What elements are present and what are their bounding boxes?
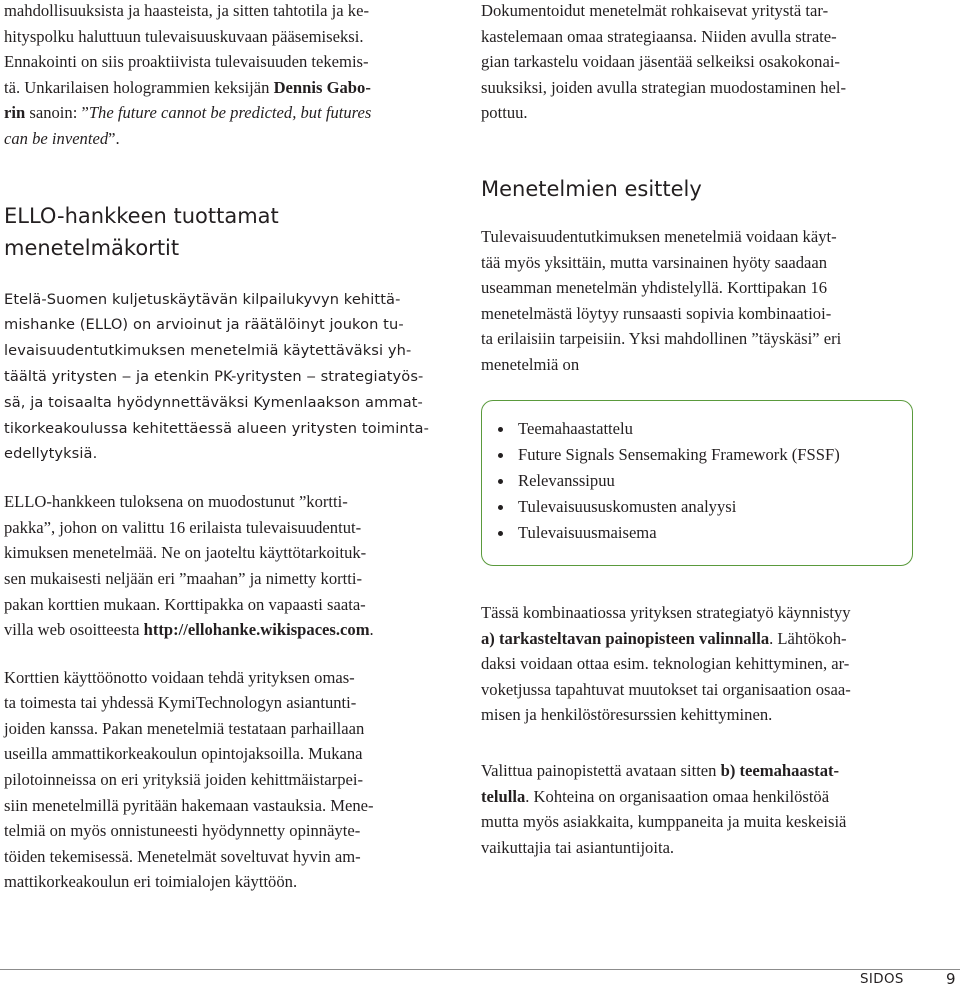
intro-paragraph	[4, 0, 440, 152]
quote: The future cannot be predicted, but futures	[88, 103, 372, 123]
list-item	[496, 494, 840, 520]
deck-url-link[interactable]: http://ellohanke.wikispaces.com	[143, 620, 370, 640]
text-line: ELLO-hankkeen tuloksena on muodostunut ”kortti-	[4, 492, 348, 512]
text-line: mishanke (ELLO) on arvioinut ja räätälöinyt joukon tu-	[4, 316, 404, 334]
page-number: 9	[946, 970, 956, 988]
text-line: villa web osoitteesta	[4, 620, 144, 640]
text-line: menetelmästä löytyy runsaasti sopivia kombinaatioi-	[481, 303, 832, 323]
text-line: siin menetelmillä pyritään hakemaan vastauksia. Mene-	[4, 795, 374, 815]
emphasis: b) teemahaastat-	[720, 761, 840, 780]
text-line: kimuksen menetelmää. Ne on jaoteltu käyttötarkoituk-	[4, 543, 367, 563]
text-line: Tulevaisuudentutkimuksen menetelmiä voidaan käyt-	[481, 226, 837, 246]
bullet-icon	[498, 505, 503, 510]
list-item-label: Teemahaastattelu	[518, 419, 633, 438]
list-item-label: Future Signals Sensemaking Framework (FSSF)	[518, 445, 840, 464]
text-line: suuksiksi, joiden avulla strategian muodostaminen hel-	[481, 77, 846, 97]
text-line: menetelmiä on	[481, 354, 580, 374]
bullet-icon	[498, 479, 503, 484]
text-line: useamman menetelmän yhdistelyllä. Korttipakan 16	[481, 278, 828, 298]
emphasis: a) tarkasteltavan painopisteen valinnalla	[481, 628, 770, 648]
text-line: daksi voidaan ottaa esim. teknologian kehittyminen, ar-	[481, 654, 850, 674]
heading-line: menetelmäkortit	[4, 235, 180, 260]
text-line: gian tarkastelu voidaan jäsentää selkeiksi osakokonai-	[481, 52, 840, 72]
text-line: mahdollisuuksista ja haasteista, ja sitten tahtotila ja ke-	[4, 1, 369, 20]
text-line: telmiä on myös onnistuneesti hyödynnetty opinnäyte-	[4, 821, 361, 841]
bullet-icon	[498, 531, 503, 536]
text-line: ta erilaisiin tarpeisiin. Yksi mahdollinen ”täyskäsi” eri	[481, 329, 842, 349]
section-heading-methods: Menetelmien esittely	[481, 176, 702, 201]
text-line: töiden tekemisessä. Menetelmät soveltuvat hyvin am-	[4, 846, 361, 866]
text-line: edellytyksiä.	[4, 445, 98, 463]
paragraph-interview	[481, 758, 917, 860]
text-line: Ennakointi on siis proaktiivista tulevaisuuden tekemis-	[4, 52, 369, 72]
left-column	[4, 0, 440, 895]
paragraph-methods	[481, 224, 917, 378]
text-line: pottuu.	[481, 103, 528, 123]
section-heading	[4, 200, 440, 264]
text-line: mattikorkeakoulun eri toimialojen käyttöön.	[4, 872, 298, 892]
list-item-label: Tulevaisuusmaisema	[518, 523, 657, 542]
text-line: ta toimesta tai yhdessä KymiTechnologyn asiantunti-	[4, 693, 357, 713]
text-line: kastelemaan omaa strategiaansa. Niiden avulla strate-	[481, 26, 837, 46]
paragraph-selection	[481, 600, 917, 728]
text-line: Korttien käyttöönotto voidaan tehdä yrityksen omas-	[4, 667, 355, 687]
text-line: tikorkeakoulussa kehitettäessä alueen yritysten toiminta-	[4, 419, 429, 437]
footer-publication-label: SIDOS	[860, 972, 904, 987]
list-item	[496, 416, 840, 442]
paragraph-deployment	[4, 665, 440, 895]
methods-list	[496, 416, 840, 546]
intro-paragraph-right	[481, 0, 917, 126]
text-line: tä. Unkarilaisen hologrammien keksijän	[4, 77, 274, 97]
text-line: voketjussa tapahtuvat muutokset tai organisaation osaa-	[481, 679, 851, 699]
text-line: levaisuudentutkimuksen menetelmiä käytettäväksi yh-	[4, 342, 412, 360]
text-line: sen mukaisesti neljään eri ”maahan” ja nimetty kortti-	[4, 568, 363, 588]
paragraph-card-deck	[4, 489, 440, 643]
text-line: sanoin: ”	[25, 103, 89, 123]
text-line: useilla ammattikorkeakoulun opintojaksoilla. Mukana	[4, 744, 363, 764]
text-line: hityspolku haluttuun tulevaisuuskuvaan pääsemiseksi.	[4, 26, 364, 46]
bullet-icon	[498, 427, 503, 432]
heading-line: ELLO-hankkeen tuottamat	[4, 203, 279, 228]
text-line: pilotoinneissa on eri yrityksiä joiden kehittmäistarpei-	[4, 770, 363, 790]
author-name: Dennis Gabo-	[273, 77, 371, 97]
bullet-icon	[498, 453, 503, 458]
methods-box	[481, 400, 913, 566]
text-line: sä, ja toisaalta hyödynnettäväksi Kymenlaakson ammat-	[4, 393, 423, 411]
text-line: mutta myös asiakkaita, kumppaneita ja muita keskeisiä	[481, 812, 847, 832]
list-item	[496, 442, 840, 468]
text-line: täältä yritysten ‒ ja etenkin PK-yritysten ‒ strategiatyös-	[4, 367, 424, 385]
text-line: .	[369, 620, 374, 640]
footer-rule	[0, 969, 960, 970]
quote-end: ”.	[108, 128, 120, 148]
list-item-label: Tulevaisuususkomusten analyysi	[518, 497, 737, 516]
text-line: Dokumentoidut menetelmät rohkaisevat yritystä tar-	[481, 1, 829, 20]
text-line: vaikuttajia tai asiantuntijoita.	[481, 837, 675, 857]
paragraph-ello-project	[4, 287, 440, 468]
text-line: joiden kanssa. Pakan menetelmiä testataan parhaillaan	[4, 718, 365, 738]
author-name-cont: rin	[4, 103, 26, 123]
emphasis: telulla	[481, 786, 526, 806]
text-line: Etelä-Suomen kuljetuskäytävän kilpailukyvyn kehittä-	[4, 290, 401, 308]
text-line: misen ja henkilöstöresurssien kehittyminen.	[481, 705, 773, 725]
text-line: . Lähtökoh-	[769, 628, 847, 648]
list-item	[496, 468, 840, 494]
text-line: Tässä kombinaatiossa yrityksen strategiatyö käynnistyy	[481, 603, 851, 622]
quote-cont: can be invented	[4, 128, 109, 148]
list-item	[496, 520, 840, 546]
list-item-label: Relevanssipuu	[518, 471, 615, 490]
text-line: Valittua painopistettä avataan sitten	[481, 761, 721, 780]
text-line: pakan korttien mukaan. Korttipakka on vapaasti saata-	[4, 594, 366, 614]
text-line: . Kohteina on organisaation omaa henkilöstöä	[525, 786, 830, 806]
text-line: pakka”, johon on valittu 16 erilaista tulevaisuudentut-	[4, 517, 362, 537]
text-line: tää myös yksittäin, mutta varsinainen hyöty saadaan	[481, 252, 828, 272]
